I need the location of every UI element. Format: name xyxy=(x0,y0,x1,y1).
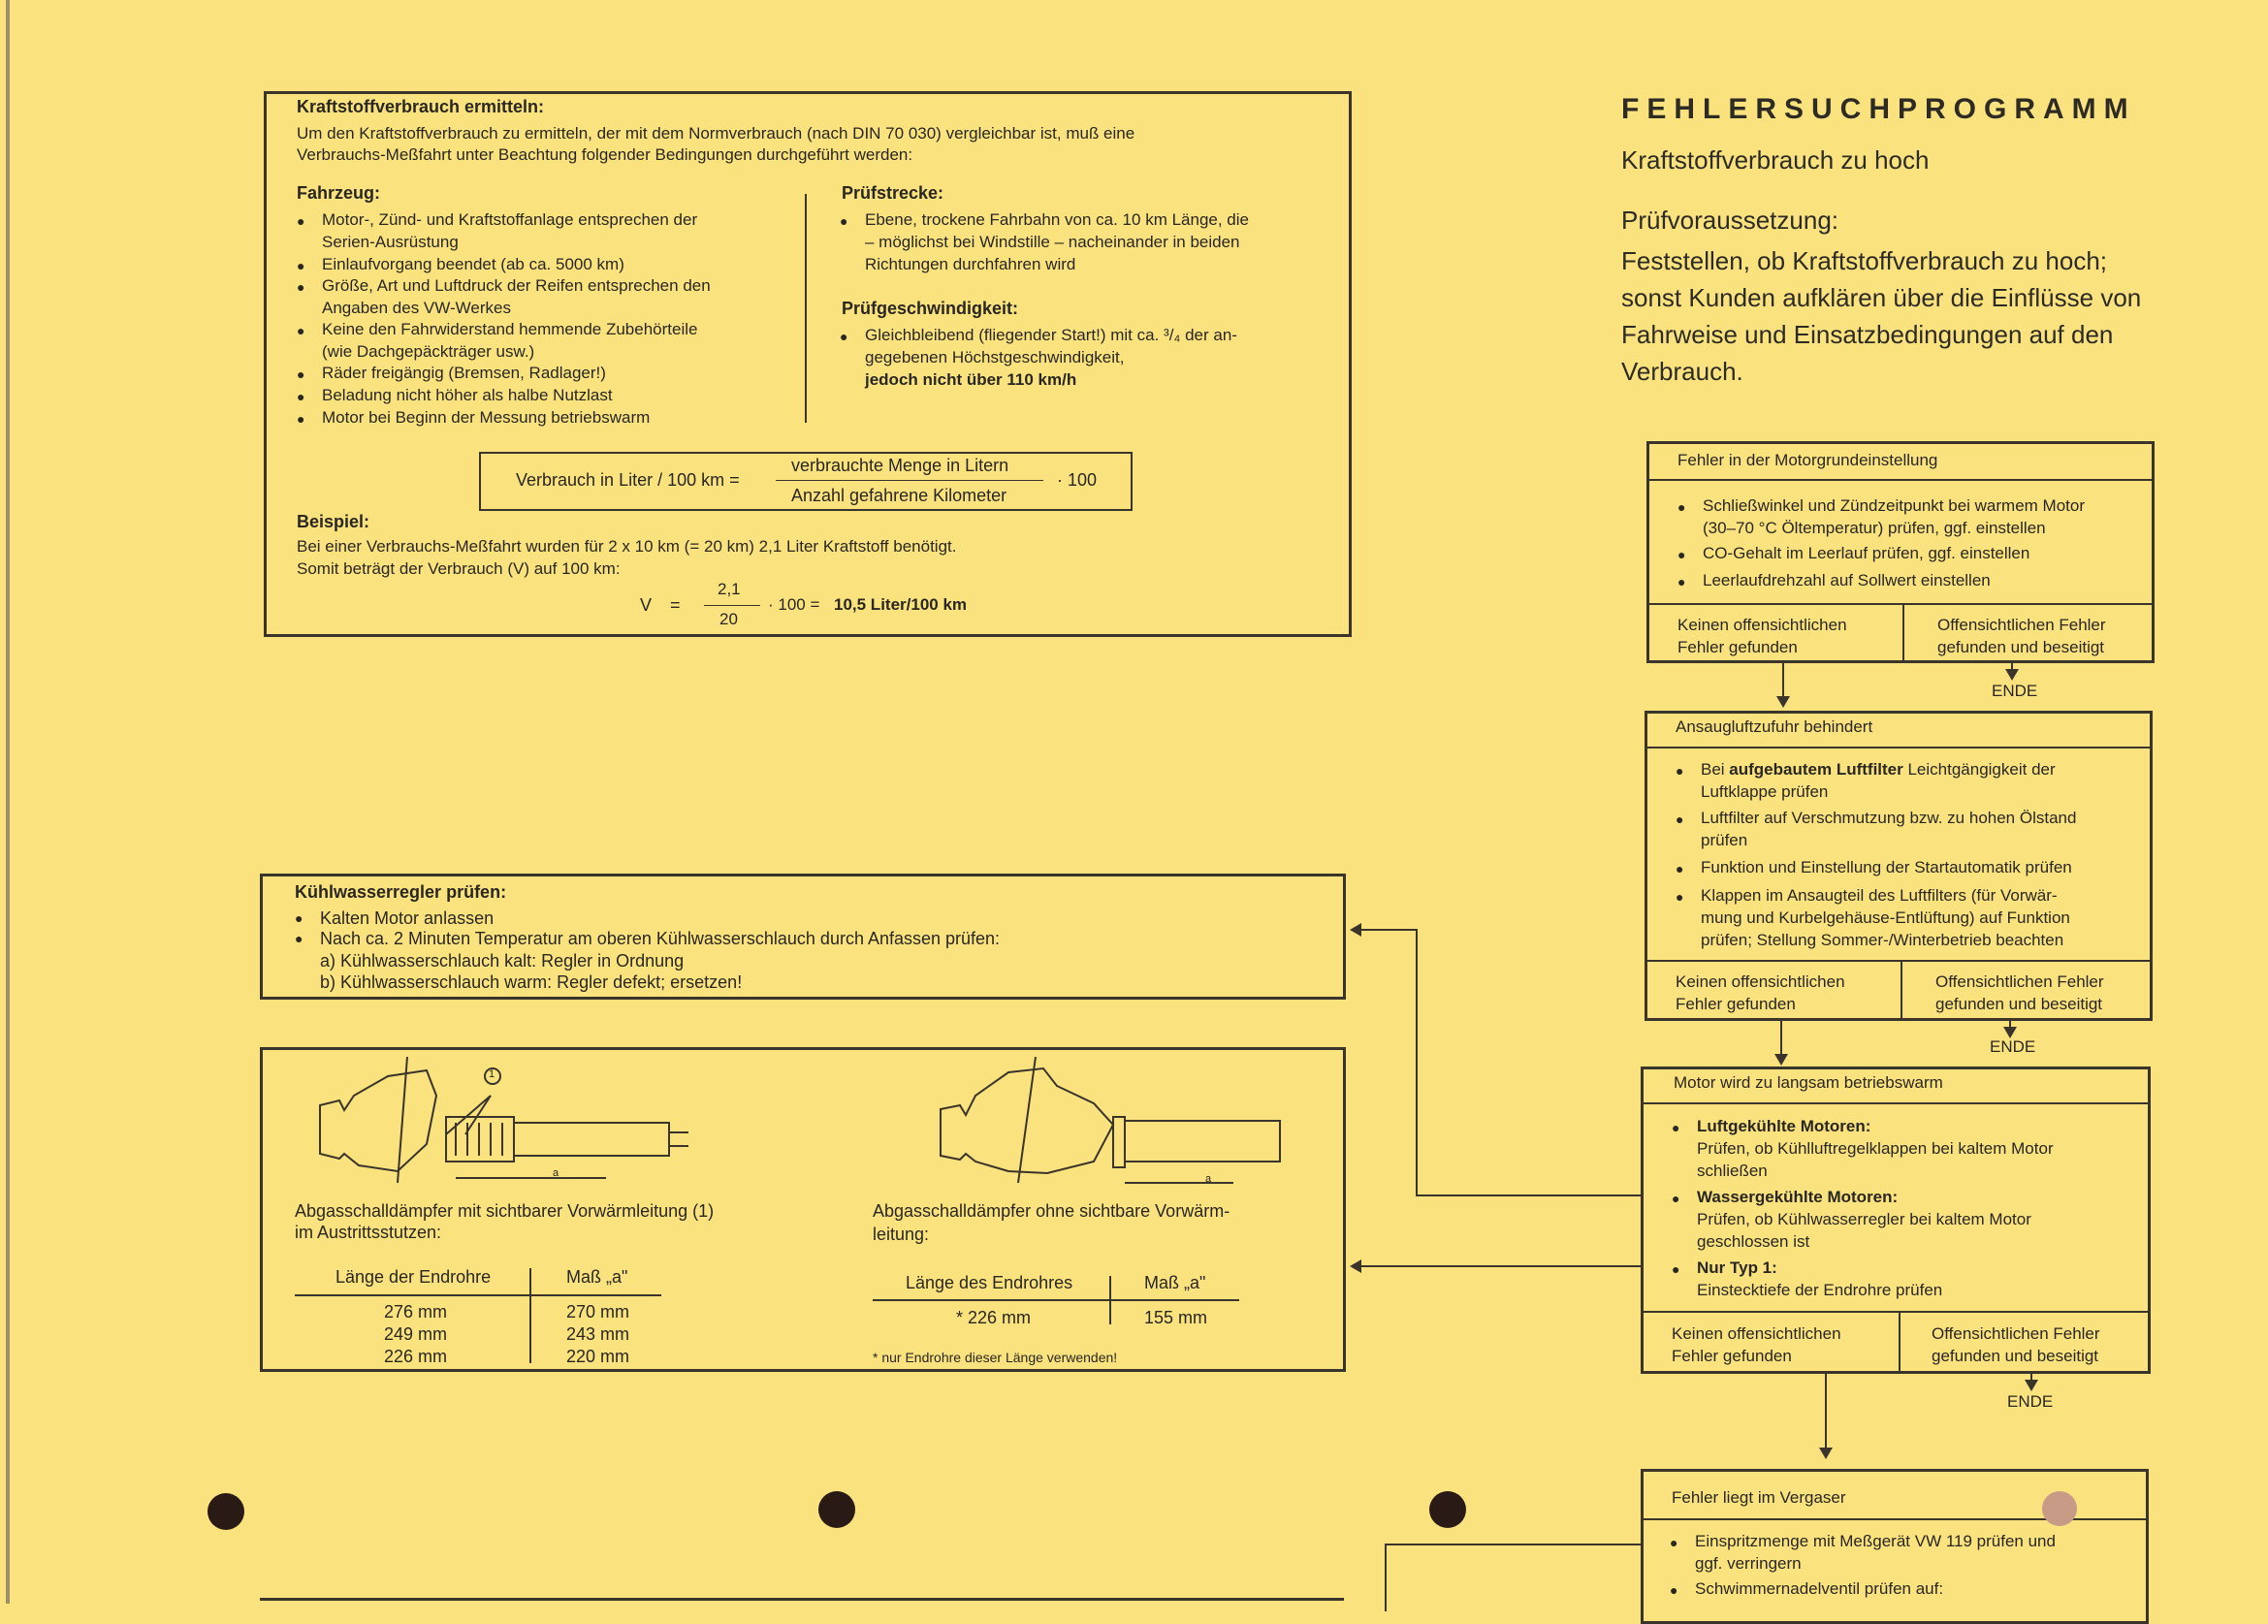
binder-hole xyxy=(208,1493,244,1530)
flow-divider xyxy=(1902,603,1904,663)
example-v: V = xyxy=(640,595,681,615)
flow-item: ● CO-Gehalt im Leerlauf prüfen, ggf. einstellen xyxy=(1703,542,2029,564)
flow-line xyxy=(1780,1021,1782,1058)
formula-right: · 100 xyxy=(1057,470,1098,490)
track-text: ● Ebene, trockene Fahrbahn von ca. 10 km Länge, die – möglichst bei Windstille – nacheinander in beiden Richtungen durchfahren wird xyxy=(865,208,1249,275)
example-text: Bei einer Verbrauchs-Meßfahrt wurden für 2 x 10 km (= 20 km) 2,1 Liter Kraftstoff benötigt. xyxy=(297,537,957,556)
formula-left: Verbrauch in Liter / 100 km = xyxy=(516,470,740,490)
footnote: * nur Endrohre dieser Länge verwenden! xyxy=(873,1350,1118,1365)
table-cell: 226 mm xyxy=(384,1347,448,1366)
precondition-line: Fahrweise und Einsatzbedingungen auf den xyxy=(1621,320,2114,349)
table-cell: * 226 mm xyxy=(956,1308,1032,1327)
example-denominator: 20 xyxy=(719,610,738,628)
formula-denominator: Anzahl gefahrene Kilometer xyxy=(791,486,1007,505)
table-header: Länge des Endrohres xyxy=(906,1273,1073,1292)
flow-divider xyxy=(1645,960,2153,962)
end-label: ENDE xyxy=(2007,1392,2054,1411)
consumption-intro: Verbrauchs-Meßfahrt unter Beachtung folgender Bedingungen durchgeführt werden: xyxy=(297,145,913,164)
table-cell: 276 mm xyxy=(384,1302,448,1321)
flow-item: ● Luftfilter auf Verschmutzung bzw. zu hohen Ölstand prüfen xyxy=(1701,807,2076,851)
flow-divider xyxy=(1646,603,2155,605)
vehicle-item: ● Keine den Fahrwiderstand hemmende Zubehörteile (wie Dachgepäckträger usw.) xyxy=(322,318,697,363)
precondition-line: Feststellen, ob Kraftstoffverbrauch zu hoch; xyxy=(1621,246,2108,275)
thermostat-sub: b) Kühlwasserschlauch warm: Regler defekt; ersetzen! xyxy=(320,972,743,992)
arrow-left xyxy=(1350,923,1361,937)
track-heading: Prüfstrecke: xyxy=(842,183,944,203)
table-cell: 249 mm xyxy=(384,1324,448,1344)
vehicle-item: ● Größe, Art und Luftdruck der Reifen entsprechen den Angaben des VW-Werkes xyxy=(322,274,711,319)
flow-item: ● Leerlaufdrehzahl auf Sollwert einstellen xyxy=(1703,569,1991,591)
table-cell: 243 mm xyxy=(566,1324,630,1344)
formula-numerator: verbrauchte Menge in Litern xyxy=(791,456,1009,475)
muffler-right-caption: leitung: xyxy=(873,1225,930,1244)
dimension-label: a xyxy=(553,1167,559,1179)
flow-line xyxy=(1385,1544,1641,1545)
end-label: ENDE xyxy=(1990,1037,2036,1056)
flow-line xyxy=(1416,929,1418,1195)
flow-item: ● Wassergekühlte Motoren: Prüfen, ob Kühlwasserregler bei kaltem Motor geschlossen ist xyxy=(1697,1186,2031,1253)
fraction-bar xyxy=(704,605,760,606)
table-rule xyxy=(295,1294,661,1296)
vehicle-heading: Fahrzeug: xyxy=(297,183,381,203)
flow-box-title: Fehler in der Motorgrundeinstellung xyxy=(1677,451,1938,469)
flow-divider xyxy=(1899,1311,1901,1374)
fraction-bar xyxy=(776,480,1043,481)
flow-box-title: Motor wird zu langsam betriebswarm xyxy=(1674,1073,1943,1092)
table-cell: 155 mm xyxy=(1144,1308,1208,1327)
precondition-line: sonst Kunden aufklären über die Einflüsse von xyxy=(1621,283,2142,312)
outcome-fixed: Offensichtlichen Fehler gefunden und beseitigt xyxy=(1935,972,2104,1013)
callout-number: 1 xyxy=(489,1068,495,1080)
outcome-fixed: Offensichtlichen Fehler gefunden und beseitigt xyxy=(1932,1324,2100,1365)
example-numerator: 2,1 xyxy=(718,580,741,598)
flow-item: ● Klappen im Ansaugteil des Luftfilters (für Vorwär- mung und Kurbelgehäuse-Entlüftung) auf Funktion prüfen; Stellung Sommer-/Winterbetrieb beachten xyxy=(1701,884,2070,951)
table-rule xyxy=(873,1299,1239,1301)
thermostat-item: ● Nach ca. 2 Minuten Temperatur am oberen Kühlwasserschlauch durch Anfassen prüfen: xyxy=(320,929,1000,949)
vehicle-item: ● Beladung nicht höher als halbe Nutzlast xyxy=(322,384,613,406)
outcome-no-fault: Keinen offensichtlichen Fehler gefunden xyxy=(1676,972,1845,1013)
flow-item: ● Luftgekühlte Motoren: Prüfen, ob Kühlluftregelklappen bei kaltem Motor schließen xyxy=(1697,1115,2054,1182)
outcome-no-fault: Keinen offensichtlichen Fehler gefunden xyxy=(1672,1324,1841,1365)
flow-divider xyxy=(1645,747,2153,748)
program-title: FEHLERSUCHPROGRAMM xyxy=(1621,93,2136,125)
flow-divider xyxy=(1641,1102,2151,1104)
flow-line xyxy=(1416,1194,1641,1196)
arrow-down xyxy=(1819,1448,1833,1459)
example-mid: · 100 = xyxy=(768,595,820,614)
table-cell: 270 mm xyxy=(566,1302,630,1321)
binder-hole xyxy=(818,1491,855,1528)
muffler-drawing-right xyxy=(931,1057,1299,1193)
arrow-down xyxy=(1774,1054,1788,1066)
page-edge xyxy=(6,0,10,1604)
table-header: Länge der Endrohre xyxy=(335,1267,492,1287)
binder-hole xyxy=(1429,1491,1466,1528)
flow-item: ● Schließwinkel und Zündzeitpunkt bei warmem Motor (30–70 °C Öltemperatur) prüfen, ggf. einstellen xyxy=(1703,494,2085,539)
flow-item: ● Bei aufgebautem Luftfilter Leichtgängigkeit der Luftklappe prüfen xyxy=(1701,758,2056,803)
table-header: Maß „a" xyxy=(566,1267,628,1287)
flow-box-title: Ansaugluftzufuhr behindert xyxy=(1676,717,1873,736)
outcome-fixed: Offensichtlichen Fehler gefunden und beseitigt xyxy=(1937,616,2106,656)
end-label: ENDE xyxy=(1992,682,2038,700)
flow-line xyxy=(1358,1265,1641,1267)
vehicle-item: ● Motor-, Zünd- und Kraftstoffanlage entsprechen der Serien-Ausrüstung xyxy=(322,208,697,253)
example-result: 10,5 Liter/100 km xyxy=(834,595,968,614)
flow-line xyxy=(1358,929,1416,931)
table-divider xyxy=(529,1268,531,1363)
thermostat-item: ● Kalten Motor anlassen xyxy=(320,908,494,929)
muffler-left-caption: Abgasschalldämpfer mit sichtbarer Vorwärmleitung (1) xyxy=(295,1201,715,1221)
vehicle-item: ● Räder freigängig (Bremsen, Radlager!) xyxy=(322,362,606,384)
program-subtitle: Kraftstoffverbrauch zu hoch xyxy=(1621,145,1930,175)
muffler-right-caption: Abgasschalldämpfer ohne sichtbare Vorwärm- xyxy=(873,1201,1230,1221)
flow-divider xyxy=(1646,479,2155,481)
table-header: Maß „a" xyxy=(1144,1273,1206,1292)
flow-item: ● Schwimmernadelventil prüfen auf: xyxy=(1695,1577,1943,1600)
table-cell: 220 mm xyxy=(566,1347,630,1366)
flow-box-title: Fehler liegt im Vergaser xyxy=(1672,1488,1846,1507)
muffler-left-caption: im Austrittsstutzen: xyxy=(295,1223,442,1242)
muffler-drawing-left xyxy=(310,1057,698,1193)
vehicle-item: ● Motor bei Beginn der Messung betriebswarm xyxy=(322,406,650,429)
flow-line xyxy=(1385,1544,1387,1611)
dimension-label: a xyxy=(1205,1173,1212,1185)
flow-item: ● Einspritzmenge mit Meßgerät VW 119 prüfen und ggf. verringern xyxy=(1695,1530,2056,1575)
flow-divider xyxy=(1901,960,1902,1021)
arrow-down xyxy=(1776,696,1790,708)
arrow-down xyxy=(2025,1380,2038,1391)
speed-heading: Prüfgeschwindigkeit: xyxy=(842,299,1019,318)
consumption-title: Kraftstoffverbrauch ermitteln: xyxy=(297,97,545,116)
flow-item: ● Nur Typ 1: Einstecktiefe der Endrohre prüfen xyxy=(1697,1257,1942,1301)
consumption-intro: Um den Kraftstoffverbrauch zu ermitteln, der mit dem Normverbrauch (nach DIN 70 030) vergleichbar ist, muß eine xyxy=(297,124,1135,143)
precondition-label: Prüfvoraussetzung: xyxy=(1621,206,1839,235)
vehicle-item: ● Einlaufvorgang beendet (ab ca. 5000 km) xyxy=(322,253,624,275)
partial-box-edge xyxy=(260,1598,1344,1601)
arrow-left xyxy=(1350,1259,1361,1273)
flow-item: ● Funktion und Einstellung der Startautomatik prüfen xyxy=(1701,856,2072,878)
arrow-down xyxy=(2005,669,2019,681)
outcome-no-fault: Keinen offensichtlichen Fehler gefunden xyxy=(1677,616,1847,656)
flow-divider xyxy=(1641,1311,2151,1313)
binder-hole xyxy=(2042,1491,2077,1526)
example-heading: Beispiel: xyxy=(297,512,370,531)
thermostat-title: Kühlwasserregler prüfen: xyxy=(295,882,507,902)
speed-text: ● Gleichbleibend (fliegender Start!) mit ca. ³/₄ der an- gegebenen Höchstgeschwindigkeit, jedoch nicht über 110 km/h xyxy=(865,324,1237,391)
flow-line xyxy=(1782,663,1784,700)
thermostat-sub: a) Kühlwasserschlauch kalt: Regler in Ordnung xyxy=(320,951,685,971)
flow-line xyxy=(1825,1374,1827,1451)
example-text: Somit beträgt der Verbrauch (V) auf 100 km: xyxy=(297,559,621,578)
precondition-line: Verbrauch. xyxy=(1621,357,1743,386)
column-divider xyxy=(805,194,807,423)
